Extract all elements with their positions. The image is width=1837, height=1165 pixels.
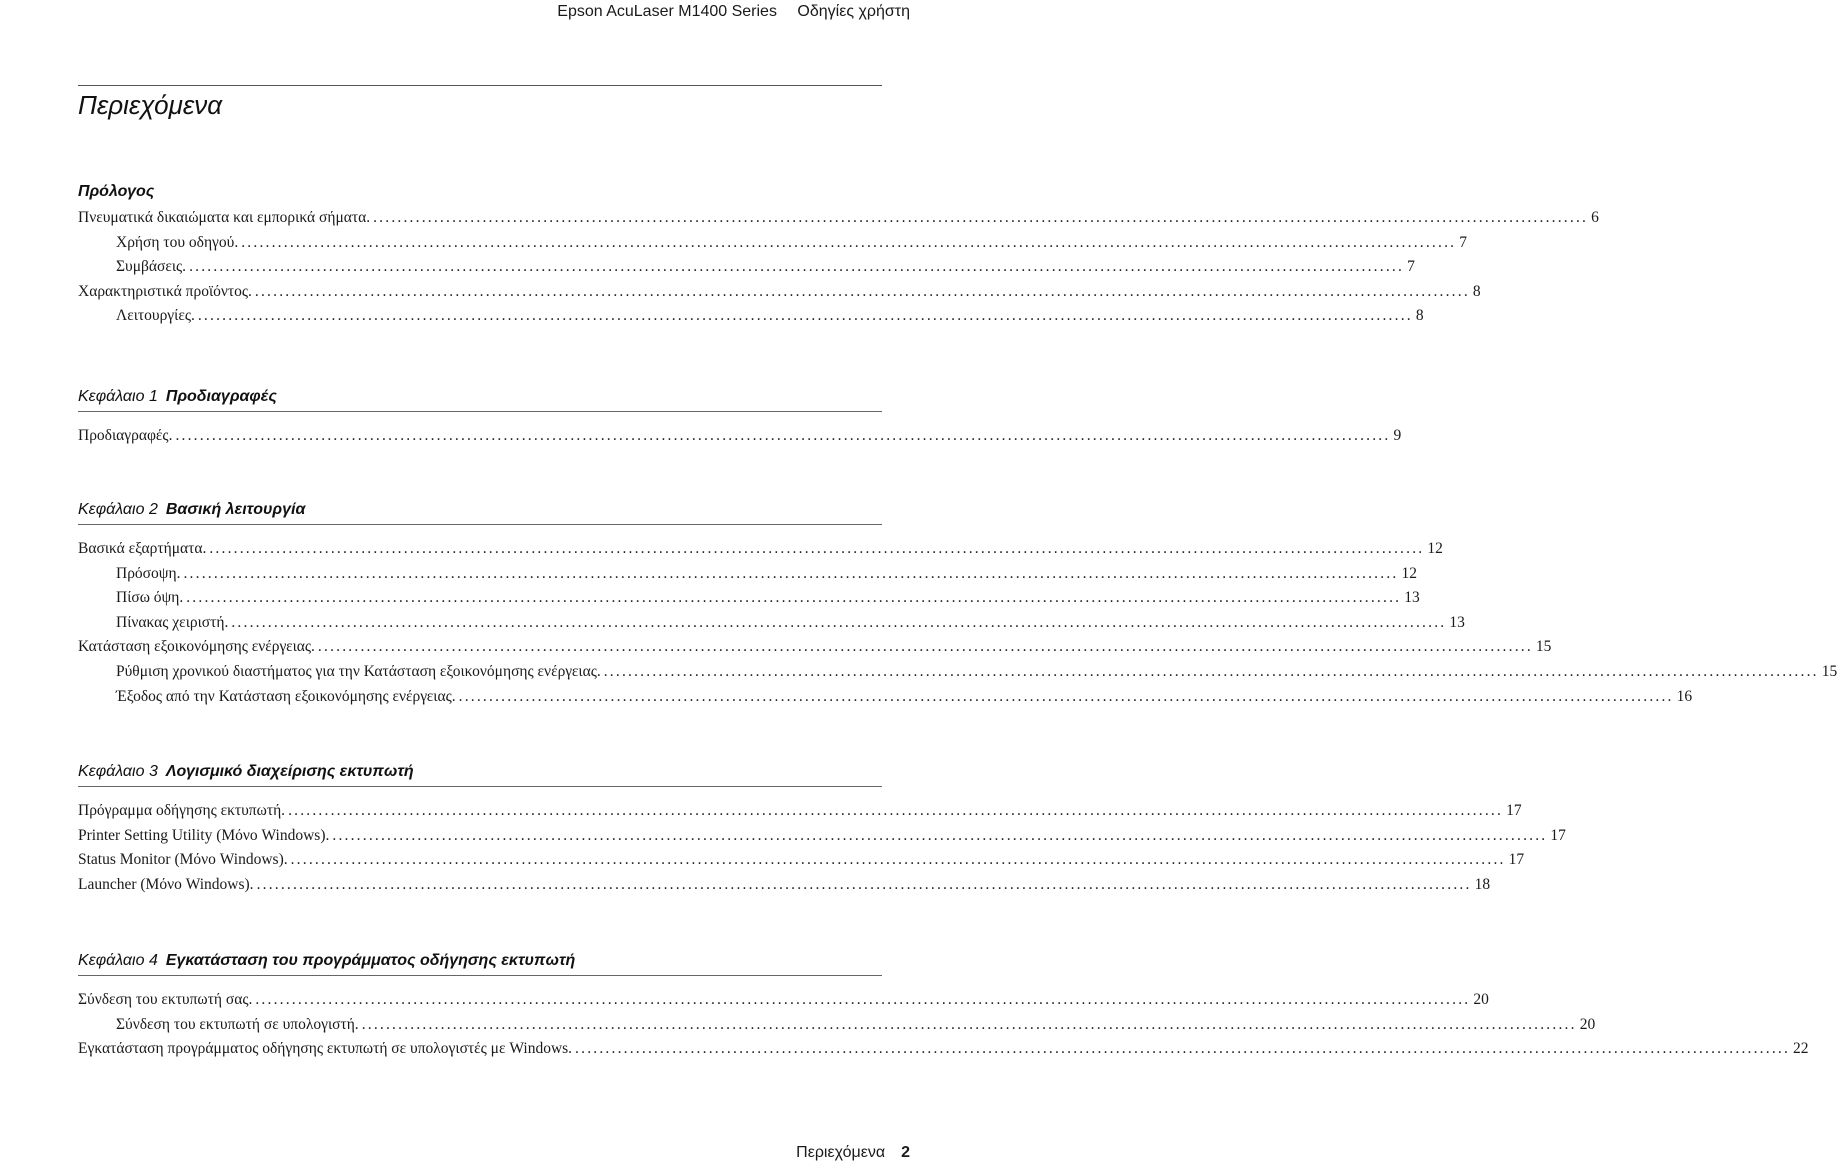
toc-entry-title: Λειτουργίες. — [116, 307, 195, 325]
toc-entry-page-number: 7 — [1407, 258, 1415, 276]
chapter-number: Κεφάλαιο 2 — [78, 501, 158, 518]
dot-leader: ........................................................................................................................................................................................................ — [241, 233, 1457, 251]
toc-entry[interactable] — [78, 611, 1465, 636]
toc-entry-page-number: 17 — [1550, 826, 1566, 844]
running-header — [557, 0, 910, 24]
toc-entry[interactable] — [78, 873, 1491, 898]
header-guide-name: Οδηγίες χρήστη — [797, 3, 910, 20]
toc-entry-title: Συμβάσεις. — [116, 258, 187, 276]
chapter-number: Κεφάλαιο 4 — [78, 952, 158, 969]
dot-leader: ........................................................................................................................................................................................................ — [603, 662, 1819, 680]
toc-entry-title: Ρύθμιση χρονικού διαστήματος για την Κατάσταση εξοικονόμησης ενέργειας. — [116, 662, 601, 680]
dot-leader: ........................................................................................................................................................................................................ — [458, 687, 1674, 705]
section-name: Εγκατάσταση του προγράμματος οδήγησης εκτυπωτή — [165, 952, 576, 969]
toc-entry[interactable] — [78, 280, 1481, 305]
toc-entry-page-number: 8 — [1472, 282, 1481, 300]
toc-entry-page-number: 18 — [1474, 875, 1491, 893]
toc-entry-title: Χρήση του οδηγού. — [116, 233, 239, 251]
section-heading — [78, 385, 882, 412]
toc-entry-page-number: 8 — [1415, 307, 1424, 325]
toc-entry-title: Έξοδος από την Κατάσταση εξοικονόμησης ενέργειας. — [116, 687, 456, 705]
toc-entries — [78, 799, 1566, 897]
title-rule — [78, 85, 882, 86]
dot-leader: ........................................................................................................................................................................................................ — [197, 307, 1413, 325]
dot-leader: ........................................................................................................................................................................................................ — [189, 258, 1405, 276]
dot-leader: ........................................................................................................................................................................................................ — [361, 1015, 1577, 1033]
toc-entry-title: Πρόσοψη. — [116, 564, 181, 582]
toc-entry-title: Προδιαγραφές. — [78, 427, 173, 444]
toc-entry-page-number: 13 — [1449, 613, 1465, 631]
toc-entry-page-number: 13 — [1404, 589, 1420, 607]
dot-leader: ........................................................................................................................................................................................................ — [332, 826, 1548, 844]
toc-entry[interactable] — [78, 988, 1489, 1013]
toc-entry[interactable] — [78, 848, 1525, 873]
toc-entry[interactable] — [78, 424, 1402, 449]
section-chapter-2 — [78, 498, 1837, 709]
dot-leader: ........................................................................................................................................................................................................ — [288, 802, 1504, 819]
dot-leader: ........................................................................................................................................................................................................ — [231, 613, 1447, 631]
dot-leader: ........................................................................................................................................................................................................ — [373, 209, 1589, 226]
section-heading — [78, 760, 882, 787]
dot-leader: ........................................................................................................................................................................................................ — [575, 1040, 1791, 1058]
toc-entry[interactable] — [78, 586, 1420, 611]
toc-entry[interactable] — [78, 537, 1443, 562]
chapter-number: Κεφάλαιο 1 — [78, 388, 158, 405]
toc-entries — [78, 988, 1809, 1062]
toc-entry-title: Χαρακτηριστικά προϊόντος. — [78, 282, 252, 300]
header-product-name: Epson AcuLaser M1400 Series — [557, 3, 777, 20]
dot-leader: ........................................................................................................................................................................................................ — [175, 427, 1391, 444]
toc-entry-title: Κατάσταση εξοικονόμησης ενέργειας. — [78, 638, 315, 656]
toc-entries — [78, 424, 1402, 449]
toc-entry-page-number: 15 — [1821, 662, 1837, 680]
toc-entry-title: Printer Setting Utility (Μόνο Windows). — [78, 826, 330, 844]
chapter-number: Κεφάλαιο 3 — [78, 763, 158, 780]
section-chapter-1 — [78, 385, 1402, 449]
dot-leader: ........................................................................................................................................................................................................ — [254, 282, 1470, 300]
toc-entry[interactable] — [78, 304, 1424, 329]
toc-entry[interactable] — [78, 206, 1599, 231]
dot-leader: ........................................................................................................................................................................................................ — [317, 638, 1533, 656]
section-name: Πρόλογος — [78, 183, 155, 200]
section-heading — [78, 498, 882, 525]
toc-entry-title: Σύνδεση του εκτυπωτή σας. — [78, 991, 253, 1008]
section-heading — [78, 180, 882, 206]
dot-leader: ........................................................................................................................................................................................................ — [186, 589, 1402, 607]
toc-entry[interactable] — [78, 660, 1837, 685]
toc-entry[interactable] — [78, 685, 1693, 710]
section-heading — [78, 949, 882, 976]
dot-leader: ........................................................................................................................................................................................................ — [256, 875, 1472, 893]
footer-label: Περιεχόμενα — [796, 1144, 886, 1161]
toc-entry[interactable] — [78, 824, 1566, 849]
toc-entry-page-number: 20 — [1579, 1015, 1596, 1033]
toc-entry-title: Σύνδεση του εκτυπωτή σε υπολογιστή. — [116, 1015, 359, 1033]
toc-entry-title: Launcher (Μόνο Windows). — [78, 875, 254, 893]
section-name: Βασική λειτουργία — [165, 501, 306, 518]
toc-entry-page-number: 16 — [1676, 687, 1693, 705]
toc-entry-title: Εγκατάσταση προγράμματος οδήγησης εκτυπωτή σε υπολογιστές με Windows. — [78, 1040, 573, 1058]
section-name: Λογισμικό διαχείρισης εκτυπωτή — [165, 763, 414, 780]
toc-entry-title: Πίνακας χειριστή. — [116, 613, 229, 631]
toc-entry-page-number: 17 — [1508, 851, 1525, 869]
toc-entry-page-number: 22 — [1793, 1040, 1809, 1058]
toc-entry-title: Πρόγραμμα οδήγησης εκτυπωτή. — [78, 802, 286, 819]
section-chapter-4 — [78, 949, 1809, 1062]
toc-entry-page-number: 12 — [1401, 564, 1417, 582]
toc-entry[interactable] — [78, 1013, 1596, 1038]
toc-entry[interactable] — [78, 635, 1552, 660]
dot-leader: ........................................................................................................................................................................................................ — [255, 991, 1471, 1008]
section-chapter-3 — [78, 760, 1566, 897]
toc-entry-title: Βασικά εξαρτήματα. — [78, 540, 207, 557]
page-title: Περιεχόμενα — [78, 90, 223, 120]
page-footer — [796, 1141, 910, 1165]
toc-entry-page-number: 9 — [1393, 427, 1402, 444]
toc-entries — [78, 206, 1599, 329]
toc-entry-page-number: 6 — [1591, 209, 1599, 226]
toc-entry-page-number: 12 — [1427, 540, 1443, 557]
section-name: Προδιαγραφές — [165, 388, 277, 405]
toc-entry-title: Status Monitor (Μόνο Windows). — [78, 851, 288, 869]
toc-entry-page-number: 17 — [1506, 802, 1522, 819]
toc-entries — [78, 537, 1837, 709]
toc-entry-page-number: 15 — [1535, 638, 1552, 656]
toc-entry-page-number: 7 — [1459, 233, 1467, 251]
toc-entry-page-number: 20 — [1473, 991, 1489, 1008]
dot-leader: ........................................................................................................................................................................................................ — [183, 564, 1399, 582]
toc-entry[interactable] — [78, 1037, 1809, 1062]
dot-leader: ........................................................................................................................................................................................................ — [290, 851, 1506, 869]
toc-entry[interactable] — [78, 231, 1467, 256]
toc-entry[interactable] — [78, 255, 1415, 280]
toc-entry-title: Πίσω όψη. — [116, 589, 184, 607]
toc-entry[interactable] — [78, 562, 1417, 587]
toc-entry[interactable] — [78, 799, 1522, 824]
dot-leader: ........................................................................................................................................................................................................ — [209, 540, 1425, 557]
section-preface — [78, 180, 1599, 329]
toc-entry-title: Πνευματικά δικαιώματα και εμπορικά σήματα. — [78, 209, 371, 226]
page-number: 2 — [901, 1144, 910, 1161]
